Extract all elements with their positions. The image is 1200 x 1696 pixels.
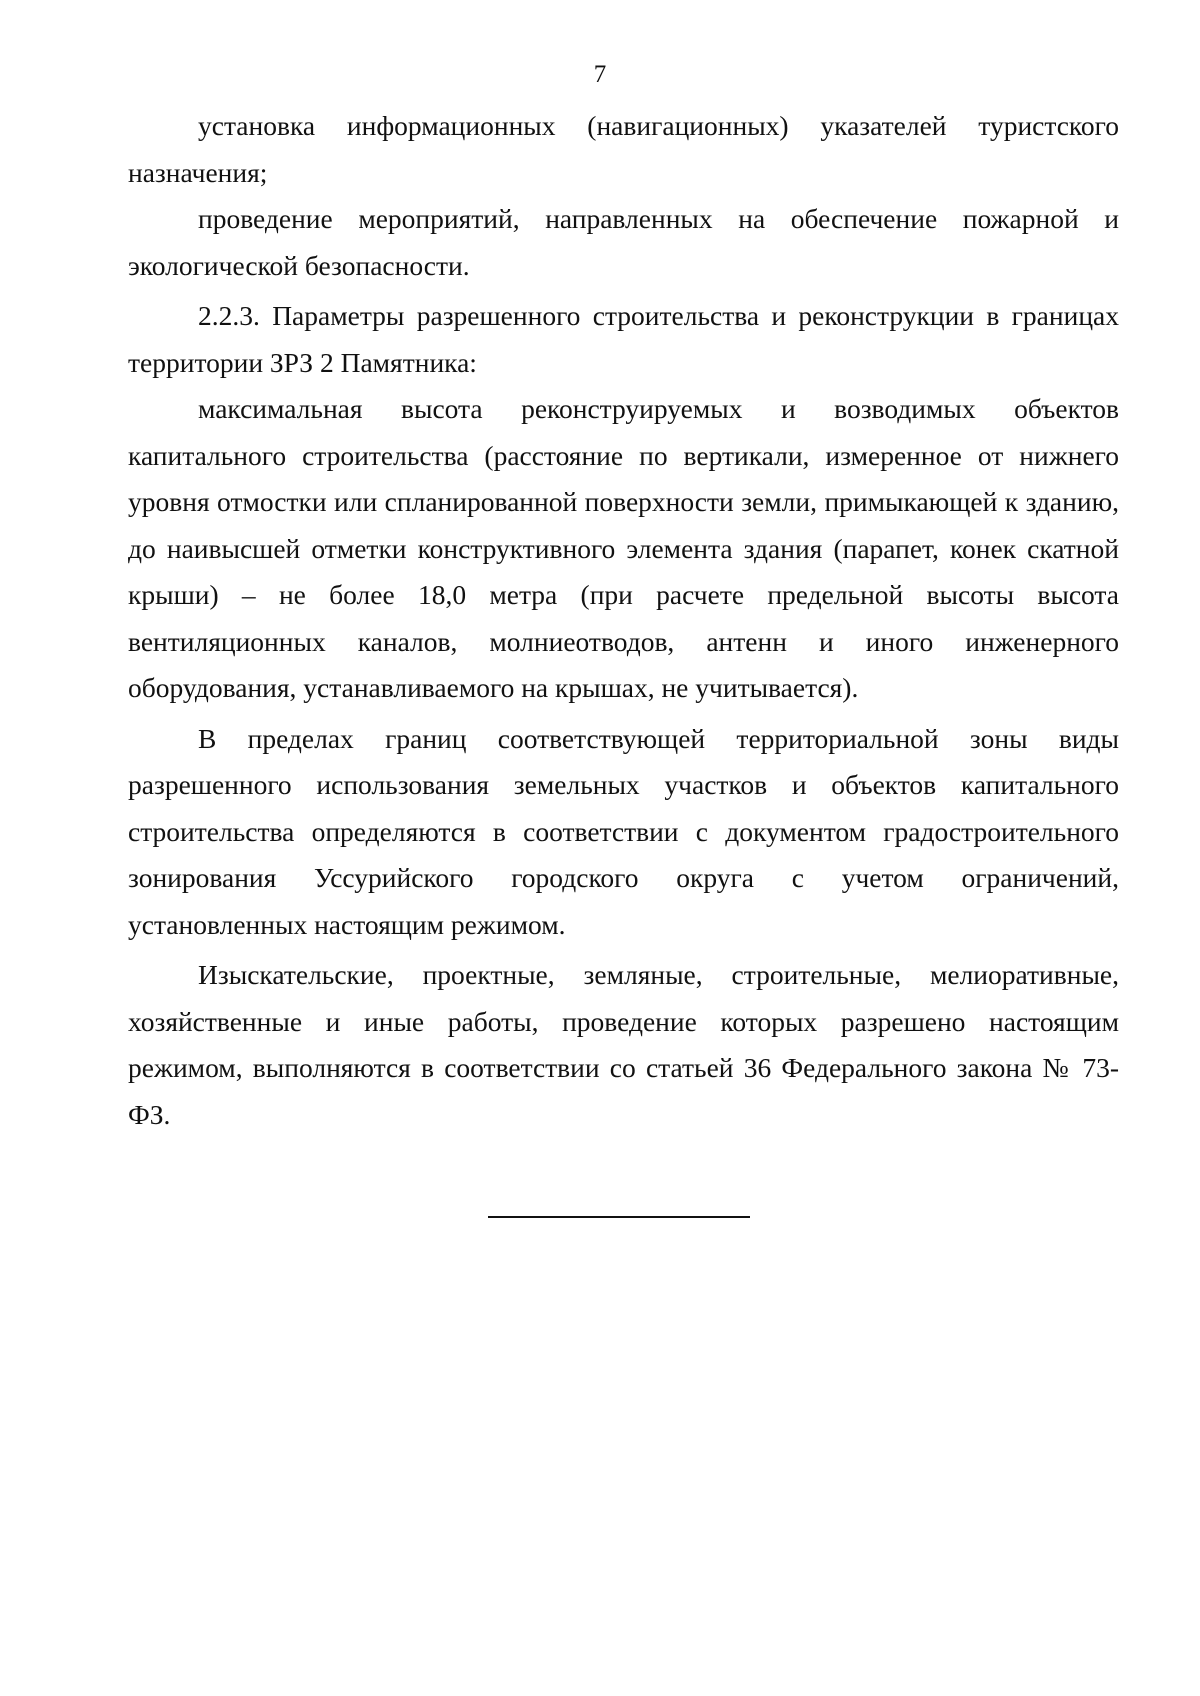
document-body bbox=[128, 103, 1119, 1138]
paragraph-fire-ecology-safety: проведение мероприятий, направленных на обеспечение пожарной и экологической безопасности. bbox=[128, 203, 1119, 281]
page-number: 7 bbox=[593, 61, 607, 88]
paragraph-permitted-use: В пределах границ соответствующей территориальной зоны виды разрешенного использования земельных участков и объектов капитального строительства определяются в соответствии с документом градостроительного зонирования Уссурийского городского округа с учетом ограничений, установленных настоящим режимом. bbox=[128, 722, 1119, 940]
closing-divider bbox=[488, 1216, 750, 1218]
paragraph-max-height: максимальная высота реконструируемых и возводимых объектов капитального строительства (расстояние по вертикали, измеренное от нижнего уровня отмостки или спланированной поверхности земли, примыкающей к зданию, до наивысшей отметки конструктивного элемента здания (парапет, конек скатной крыши) – не более 18,0 метра (при расчете предельной высоты высота вентиляционных каналов, молниеотводов, антенн и иного инженерного оборудования, устанавливаемого на крышах, не учитывается). bbox=[128, 393, 1119, 703]
paragraph-works-federal-law: Изыскательские, проектные, земляные, строительные, мелиоративные, хозяйственные и иные работы, проведение которых разрешено настоящим режимом, выполняются в соответствии со статьей 36 Федерального закона № 73-ФЗ. bbox=[128, 959, 1119, 1130]
paragraph-tourist-signs: установка информационных (навигационных) указателей туристского назначения; bbox=[128, 110, 1119, 188]
paragraph-section-2-2-3: 2.2.3. Параметры разрешенного строительства и реконструкции в границах территории ЗРЗ 2 Памятника: bbox=[128, 300, 1119, 378]
